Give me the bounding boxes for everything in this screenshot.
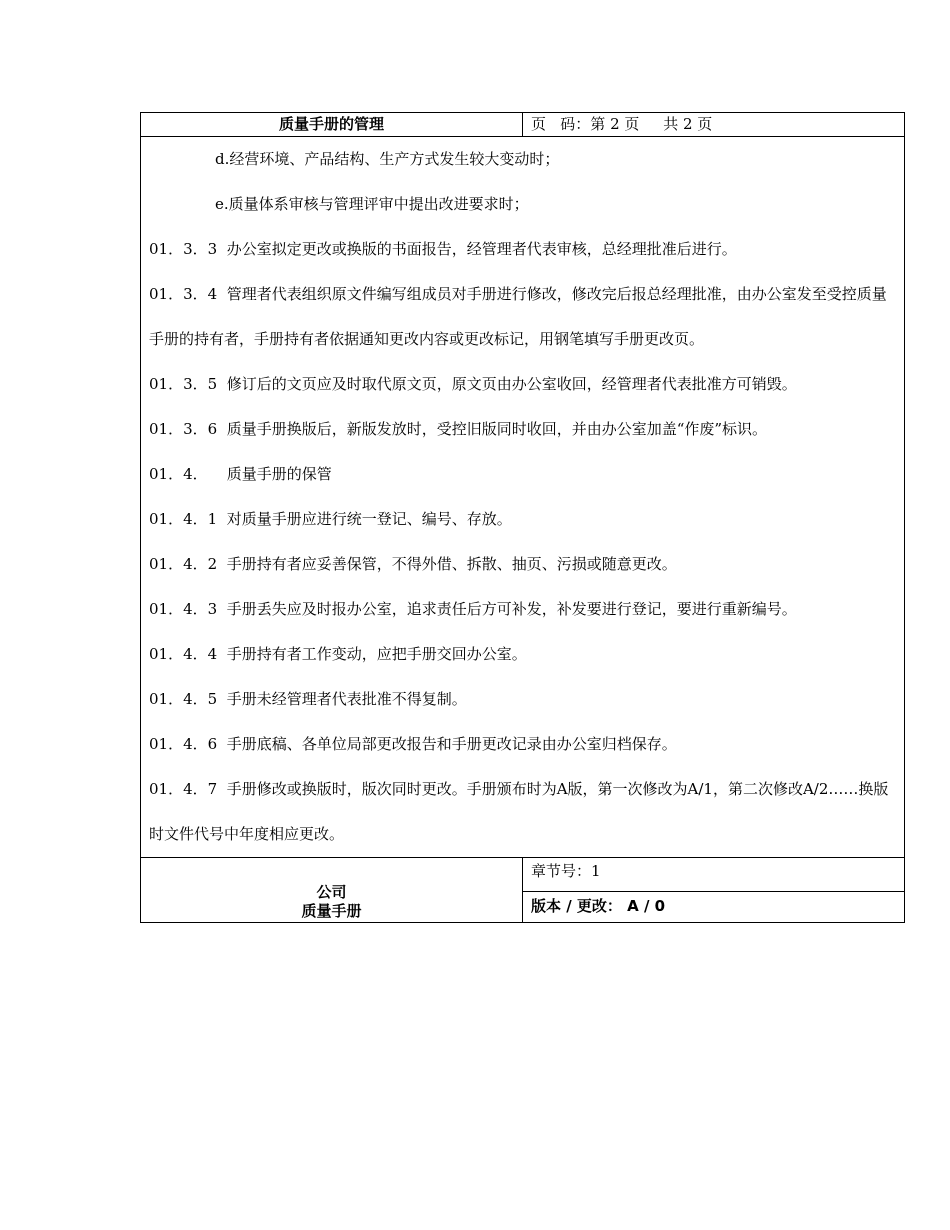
chapter-number: 章节号：1	[523, 858, 904, 892]
paragraph: 01．4．3 手册丢失应及时报办公室，追求责任后方可补发，补发要进行登记，要进行重新编号。	[149, 600, 797, 618]
document-title: 质量手册的管理	[141, 113, 523, 136]
paragraph: 01．3．6 质量手册换版后，新版发放时，受控旧版同时收回，并由办公室加盖“作废”标识。	[149, 420, 768, 438]
paragraph: 01．4．4 手册持有者工作变动，应把手册交回办公室。	[149, 645, 527, 663]
footer-info-cell	[523, 858, 904, 922]
manual-name: 质量手册	[301, 902, 362, 920]
paragraph: 01．4．7 手册修改或换版时，版次同时更改。手册颁布时为A版，第一次修改为A/1，第二次修改A/2……换版时文件代号中年度相应更改。	[149, 780, 889, 843]
version-info: 版本 / 更改： A / 0	[531, 897, 666, 915]
company-name: 公司	[316, 883, 347, 901]
paragraph: 01．3．5 修订后的文页应及时取代原文页，原文页由办公室收回，经管理者代表批准方可销毁。	[149, 375, 797, 393]
paragraph: 01．3．4 管理者代表组织原文件编写组成员对手册进行修改，修改完后报总经理批准，由办公室发至受控质量手册的持有者，手册持有者依据通知更改内容或更改标记，用钢笔填写手册更改页。	[149, 285, 887, 348]
paragraph: 01．4．5 手册未经管理者代表批准不得复制。	[149, 690, 467, 708]
page-number-info: 页 码：第 2 页 共 2 页	[531, 115, 713, 133]
header-row	[141, 113, 904, 137]
document-page	[140, 112, 905, 923]
footer-table	[141, 857, 904, 922]
section-heading: 01．4． 质量手册的保管	[149, 465, 332, 483]
paragraph: d.经营环境、产品结构、生产方式发生较大变动时；	[215, 150, 560, 168]
paragraph: e.质量体系审核与管理评审中提出改进要求时；	[215, 195, 529, 213]
document-body	[141, 137, 904, 857]
paragraph: 01．4．6 手册底稿、各单位局部更改报告和手册更改记录由办公室归档保存。	[149, 735, 677, 753]
paragraph: 01．4．1 对质量手册应进行统一登记、编号、存放。	[149, 510, 512, 528]
paragraph: 01．4．2 手册持有者应妥善保管，不得外借、拆散、抽页、污损或随意更改。	[149, 555, 677, 573]
paragraph: 01．3．3 办公室拟定更改或换版的书面报告，经管理者代表审核，总经理批准后进行。	[149, 240, 737, 258]
footer-company-cell	[141, 858, 523, 922]
